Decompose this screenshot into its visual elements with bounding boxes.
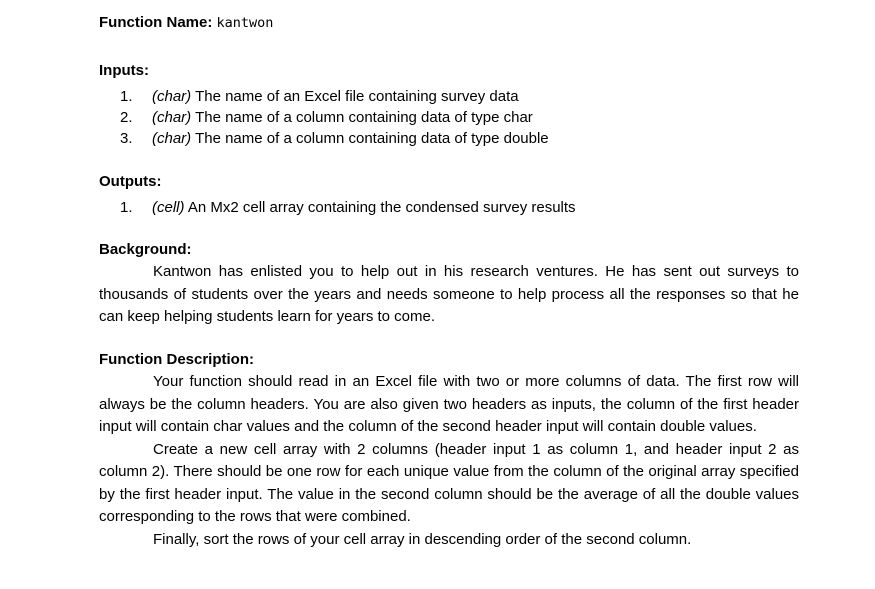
list-item: 3. (char) The name of a column containing data of type double	[120, 130, 549, 147]
function-description-title: Function Description:	[99, 351, 254, 368]
inputs-list	[99, 86, 549, 149]
item-text: An Mx2 cell array containing the condensed survey results	[187, 199, 576, 216]
description-paragraph: Create a new cell array with 2 columns (header input 1 as column 1, and header input 2 as column 2). There should be one row for each unique value from the column of the original array specified by the first header input. The value in the second column should be the average of all the double values corresponding to the rows that were combined.	[99, 440, 799, 525]
function-name-label: Function Name:	[99, 14, 213, 31]
background-paragraph: Kantwon has enlisted you to help out in his research ventures. He has sent out surveys to thousands of students over the years and needs someone to help process all the responses so that he can keep helping students learn for years to come.	[99, 263, 799, 325]
item-text: The name of an Excel file containing survey data	[195, 88, 519, 105]
outputs-section	[99, 172, 576, 218]
description-paragraph: Your function should read in an Excel file with two or more columns of data. The first row will always be the column headers. You are also given two headers as inputs, the column of the first header input will contain char values and the column of the second header input will contain double values.	[99, 373, 799, 435]
inputs-section	[99, 61, 549, 149]
description-paragraph: Finally, sort the rows of your cell array in descending order of the second column.	[153, 530, 692, 548]
item-text: The name of a column containing data of type double	[195, 130, 549, 147]
inputs-title: Inputs:	[99, 62, 149, 79]
type-label: (char)	[152, 109, 192, 126]
type-label: (char)	[152, 130, 192, 147]
item-text: The name of a column containing data of type char	[195, 109, 533, 126]
list-item: 1. (cell) An Mx2 cell array containing the condensed survey results	[120, 199, 576, 216]
function-description-section	[99, 350, 799, 551]
list-item: 1. (char) The name of an Excel file containing survey data	[120, 88, 519, 105]
list-item: 2. (char) The name of a column containing data of type char	[120, 109, 533, 126]
outputs-title: Outputs:	[99, 173, 162, 190]
type-label: (cell)	[152, 199, 185, 216]
function-name-line	[99, 13, 273, 33]
function-name-section	[99, 13, 273, 33]
outputs-list	[99, 197, 576, 218]
function-name-value: kantwon	[216, 15, 274, 31]
background-section	[99, 240, 799, 329]
type-label: (char)	[152, 88, 192, 105]
background-title: Background:	[99, 241, 192, 258]
